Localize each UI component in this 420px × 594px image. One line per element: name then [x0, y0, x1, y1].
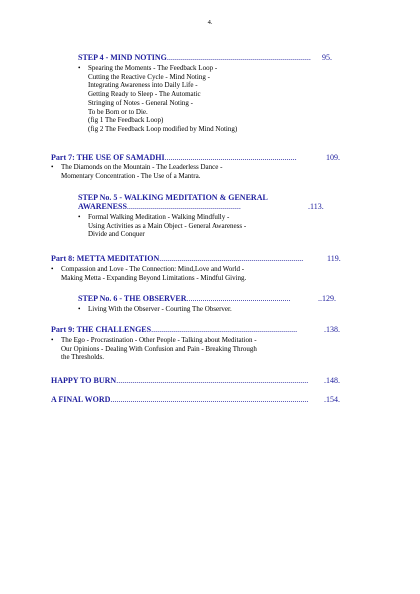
toc-page-number: .148. [324, 376, 340, 385]
bullet-icon: • [51, 265, 54, 273]
toc-entry-part8[interactable] [51, 254, 303, 263]
toc-title: STEP 4 - MIND NOTING [78, 53, 167, 62]
toc-dots: .................................................... [186, 294, 291, 303]
toc-page-number: .113. [308, 202, 324, 211]
toc-subtopics-line: Cutting the Reactive Cycle - Mind Noting - [88, 72, 210, 81]
toc-dots: ................................................................................................... [110, 395, 309, 404]
toc-subtopics-line: • Compassion and Love - The Connection: Mind,Love and World - [51, 265, 245, 273]
toc-entry-step6[interactable] [78, 294, 291, 303]
toc-title: A FINAL WORD [51, 395, 111, 404]
toc-title: Part 7: THE USE OF SAMADHI [51, 153, 165, 162]
toc-dots: ........................................................................ [166, 53, 311, 62]
toc-dots: ......................................................................... [151, 325, 298, 334]
toc-subtopics-line: Getting Ready to Sleep - The Automatic [88, 90, 201, 99]
toc-title: Part 8: METTA MEDITATION [51, 254, 160, 263]
toc-dots: ......................................................... [126, 202, 241, 211]
toc-page-number: .154. [324, 395, 340, 404]
toc-title: STEP No. 5 - WALKING MEDITATION & GENERAL [78, 193, 268, 202]
toc-entry-step5[interactable] [78, 193, 268, 202]
toc-entry-step5-cont[interactable] [78, 202, 241, 211]
toc-entry-happy-to-burn[interactable] [51, 376, 308, 385]
toc-title: STEP No. 6 - THE OBSERVER [78, 294, 187, 303]
toc-dots: .................................................................. [164, 153, 297, 162]
toc-subtopics-line: • The Ego - Procrastination - Other People - Talking about Meditation - [51, 336, 257, 344]
toc-entry-final-word[interactable] [51, 395, 308, 404]
bullet-icon: • [51, 336, 54, 344]
toc-subtopics-line: To be Born or to Die. [88, 107, 148, 116]
toc-subtopics-line: the Thresholds. [61, 353, 105, 362]
toc-page-number: .138. [324, 325, 340, 334]
toc-subtopics-line: Using Activities as a Main Object - General Awareness - [88, 221, 247, 230]
toc-page-number: 95. [322, 53, 332, 62]
bullet-icon: • [78, 305, 81, 313]
toc-subtopics-line: • Living With the Observer - Courting The Observer. [78, 305, 232, 313]
toc-subtopics-line: Stringing of Notes - General Noting - [88, 98, 193, 107]
toc-title: AWARENESS [78, 202, 127, 211]
toc-subtopics-line: Our Opinions - Dealing With Confusion and Pain - Breaking Through [61, 344, 257, 353]
bullet-icon: • [51, 163, 54, 171]
toc-subtopics-line: Integrating Awareness into Daily Life - [88, 81, 198, 90]
toc-entry-part7[interactable] [51, 153, 297, 162]
toc-subtopics-line: Making Metta - Expanding Beyond Limitations - Mindful Giving. [61, 273, 247, 282]
toc-subtopics-line: Divide and Conquer [88, 230, 145, 239]
toc-title: Part 9: THE CHALLENGES [51, 325, 152, 334]
toc-dots: ........................................................................ [159, 254, 304, 263]
bullet-icon: • [78, 64, 81, 72]
toc-dots: ................................................................................................ [116, 376, 309, 385]
bullet-icon: • [78, 213, 81, 221]
toc-subtopics-line: • Formal Walking Meditation - Walking Mindfully - [78, 213, 230, 221]
page-number: 4. [207, 19, 213, 26]
toc-page-number: ..129. [318, 294, 336, 303]
toc-subtopics-line: (fig 2 The Feedback Loop modified by Mind Noting) [88, 124, 238, 133]
toc-subtopics-line: Momentary Concentration - The Use of a Mantra. [61, 171, 201, 180]
toc-page-number: 119. [327, 254, 341, 263]
toc-entry-part9[interactable] [51, 325, 297, 334]
toc-subtopics-line: • The Diamonds on the Mountain - The Leaderless Dance - [51, 163, 223, 171]
toc-subtopics-line: (fig 1 The Feedback Loop) [88, 116, 164, 125]
toc-title: HAPPY TO BURN [51, 376, 117, 385]
toc-page-number: 109. [326, 153, 340, 162]
toc-subtopics-line: • Spearing the Moments - The Feedback Loop - [78, 64, 218, 72]
toc-entry-step4[interactable] [78, 53, 311, 62]
